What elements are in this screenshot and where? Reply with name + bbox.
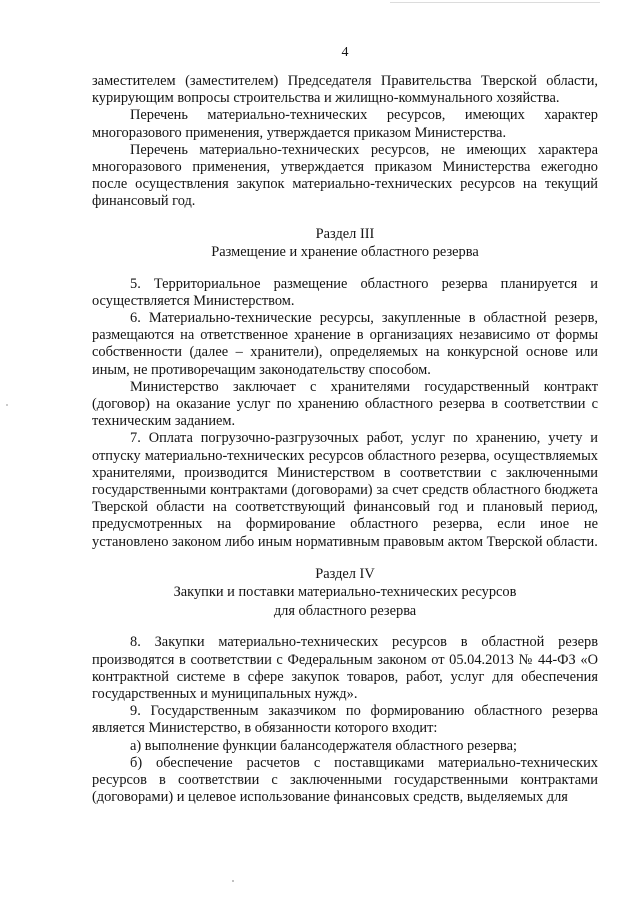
section-3-subtitle: Размещение и хранение областного резерва: [211, 244, 479, 261]
section-4-subtitle-line-1: Закупки и поставки материально-технических ресурсов: [173, 584, 517, 601]
section-4-subtitle-line-2: для областного резерва: [273, 602, 417, 619]
paragraph-6: 6. Материально-технические ресурсы, закупленные в областной резерв, размещаются на ответственное хранение в организациях независимо от формы собственности (далее – хранители), определяемых на конкурсной основе или иным, не противоречащим законодательству способом.: [92, 310, 598, 378]
scan-artifact-top: [390, 2, 600, 3]
paragraph-non-reusable-resources: Перечень материально-технических ресурсов, не имеющих характера многоразового применения, утверждается приказом Министерства ежегодно после осуществления закупок материально-технических ресурсов на текущий финансовый год.: [92, 141, 598, 210]
paragraph-5: 5. Территориальное размещение областного резерва планируется и осуществляется Министерством.: [92, 275, 598, 309]
paragraph-8: 8. Закупки материально-технических ресурсов в областной резерв производятся в соответствии с Федеральным законом от 05.04.2013 № 44-ФЗ «О контрактной системе в сфере закупок товаров, работ, услуг для обеспечения государственных и муниципальных нужд».: [92, 634, 598, 702]
paragraph-9: 9. Государственным заказчиком по формированию областного резерва является Министерство, в обязанности которого входит:: [92, 703, 598, 737]
page-number: 4: [341, 45, 349, 60]
paragraph-7: 7. Оплата погрузочно-разгрузочных работ, услуг по хранению, учету и отпуску материально-технических ресурсов областного резерва, осуществляемых хранителями, производится Министерством в соответствии с заключенными государственными контрактами (договорами) за счет средств областного бюджета Тверской области на соответствующий финансовый год и плановый период, предусмотренных на формирование областного резерва, если иное не установлено законом либо иным нормативным правовым актом Тверской области.: [92, 430, 598, 550]
paragraph-reusable-resources: Перечень материально-технических ресурсов, имеющих характер многоразового применения, утверждается приказом Министерства.: [92, 107, 598, 141]
paragraph-9-item-a: а) выполнение функции балансодержателя областного резерва;: [130, 737, 518, 754]
paragraph-9-item-b: б) обеспечение расчетов с поставщиками материально-технических ресурсов в соответствии с заключенными государственными контрактами (договорами) и целевое использование финансовых средств, выделяемых для: [92, 754, 598, 806]
scan-artifact-dot: [6, 404, 8, 406]
scan-artifact-dot: [232, 880, 234, 882]
paragraph-6-contract: Министерство заключает с хранителями государственный контракт (договор) на оказание услуг по хранению областного резерва в соответствии с техническим заданием.: [92, 378, 598, 430]
section-3-title: Раздел III: [315, 225, 375, 242]
section-4-title: Раздел IV: [315, 565, 375, 582]
paragraph-continuation: заместителем (заместителем) Председателя Правительства Тверской области, курирующим вопросы строительства и жилищно-коммунального хозяйства.: [92, 73, 598, 107]
